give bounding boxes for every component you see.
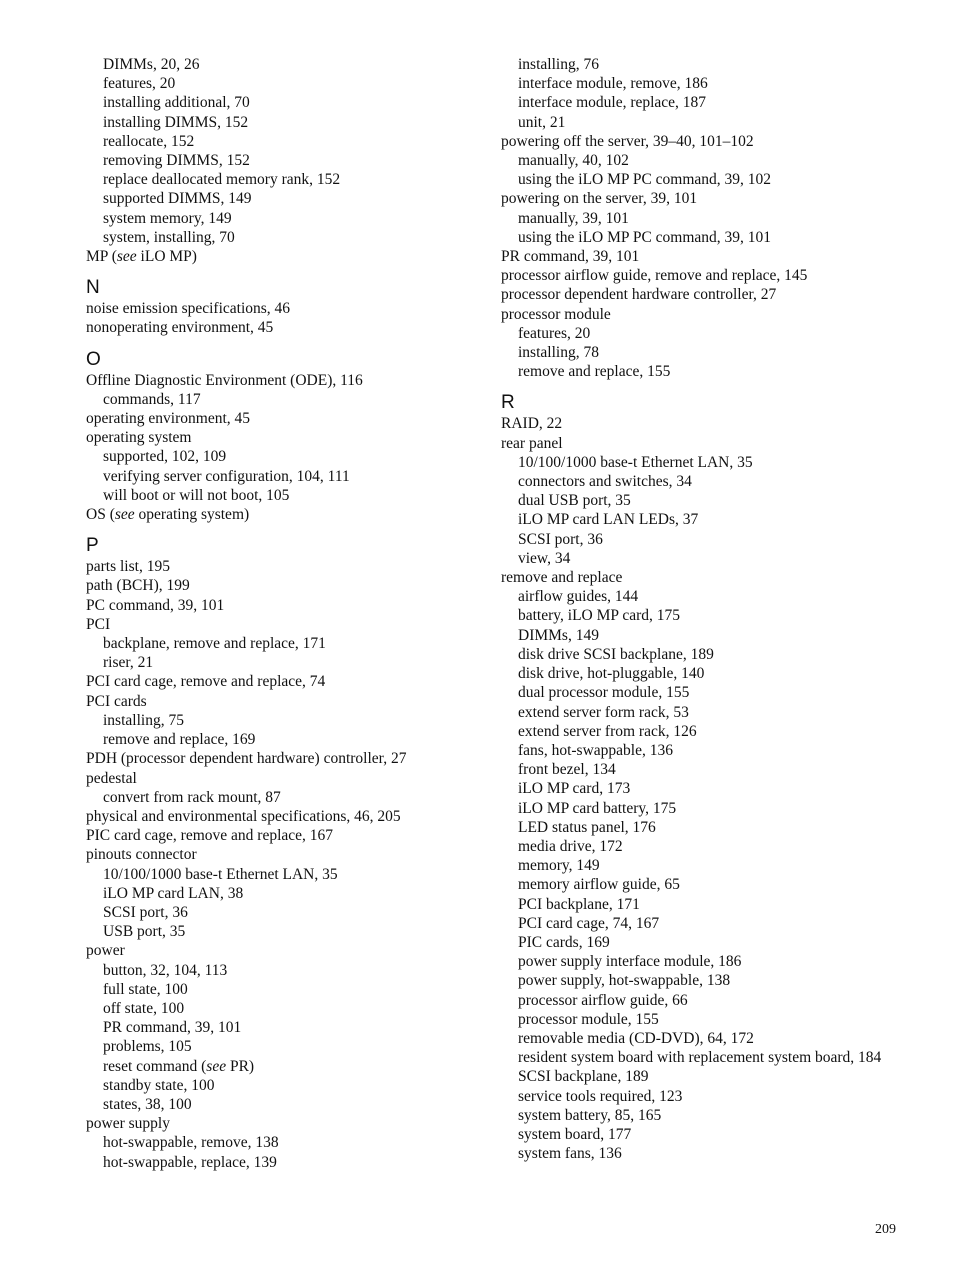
index-entry-raid-22: RAID, 22 [501, 415, 563, 433]
index-entry-noise-emission-specifications-46: noise emission specifications, 46 [86, 300, 291, 318]
index-column-right [501, 55, 911, 1163]
entry-text-post: operating system) [134, 506, 250, 524]
index-subentry-manually-39-101: manually, 39, 101 [518, 209, 629, 227]
index-subentry-hot-swappable-remove-138: hot-swappable, remove, 138 [103, 1134, 279, 1152]
index-subentry-processor-module-155: processor module, 155 [518, 1010, 659, 1028]
entry-text-pre: MP ( [86, 248, 117, 266]
index-subentry-installing-78: installing, 78 [518, 344, 599, 362]
index-subentry-system-fans-136: system fans, 136 [518, 1145, 622, 1163]
entry-text-post: iLO MP) [136, 248, 197, 266]
see-reference: see [116, 248, 137, 266]
see-reference: see [114, 506, 135, 524]
index-subentry-backplane-remove-and-replace-171: backplane, remove and replace, 171 [103, 635, 326, 653]
index-subentry-states-38-100: states, 38, 100 [103, 1095, 192, 1113]
index-subentry-remove-and-replace-155: remove and replace, 155 [518, 363, 671, 381]
index-entry-operating-system: operating system [86, 429, 192, 447]
index-subentry-pic-cards-169: PIC cards, 169 [518, 933, 610, 951]
index-subentry-reset-command-pr [86, 1057, 486, 1076]
index-subentry-dual-processor-module-155: dual processor module, 155 [518, 684, 690, 702]
index-entry-processor-dependent-hardware-controller-: processor dependent hardware controller, 27 [501, 286, 777, 304]
index-subentry-usb-port-35: USB port, 35 [103, 923, 186, 941]
index-subentry-removing-dimms-152: removing DIMMS, 152 [103, 152, 250, 170]
index-subentry-riser-21: riser, 21 [103, 654, 154, 672]
entry-text-pre: reset command ( [103, 1057, 207, 1075]
index-subentry-10-100-1000-base-t-ethernet-lan-35: 10/100/1000 base-t Ethernet LAN, 35 [103, 865, 338, 883]
index-subentry-extend-server-from-rack-126: extend server from rack, 126 [518, 722, 697, 740]
index-subentry-system-board-177: system board, 177 [518, 1125, 632, 1143]
index-subentry-features-20: features, 20 [518, 324, 591, 342]
index-subentry-scsi-port-36: SCSI port, 36 [103, 903, 188, 921]
index-subentry-view-34: view, 34 [518, 549, 571, 567]
index-subentry-system-installing-70: system, installing, 70 [103, 228, 235, 246]
index-entry-operating-environment-45: operating environment, 45 [86, 410, 250, 428]
index-entry-powering-off-the-server-39-40-101-102: powering off the server, 39–40, 101–102 [501, 132, 754, 150]
index-entry-os-operating-system [86, 505, 486, 524]
index-subentry-10-100-1000-base-t-ethernet-lan-35: 10/100/1000 base-t Ethernet LAN, 35 [518, 453, 753, 471]
index-letter-heading-o: O [86, 348, 101, 370]
index-subentry-dimms-20-26: DIMMs, 20, 26 [103, 56, 200, 73]
index-subentry-ilo-mp-card-battery-175: iLO MP card battery, 175 [518, 799, 677, 817]
index-subentry-front-bezel-134: front bezel, 134 [518, 761, 616, 779]
index-entry-physical-and-environmental-specification: physical and environmental specifications, 46, 205 [86, 807, 401, 825]
index-entry-pci-cards: PCI cards [86, 692, 147, 710]
index-subentry-reallocate-152: reallocate, 152 [103, 132, 195, 150]
index-subentry-convert-from-rack-mount-87: convert from rack mount, 87 [103, 788, 281, 806]
index-subentry-led-status-panel-176: LED status panel, 176 [518, 818, 656, 836]
index-subentry-power-supply-hot-swappable-138: power supply, hot-swappable, 138 [518, 972, 731, 990]
index-subentry-battery-ilo-mp-card-175: battery, iLO MP card, 175 [518, 607, 680, 625]
index-subentry-resident-system-board-with-replacement-s: resident system board with replacement system board, 184 [518, 1049, 882, 1067]
index-column-left [86, 55, 486, 1172]
index-subentry-ilo-mp-card-lan-38: iLO MP card LAN, 38 [103, 884, 244, 902]
page-number: 209 [875, 1222, 896, 1237]
index-entry-power: power [86, 942, 125, 960]
index-entry-remove-and-replace: remove and replace [501, 569, 623, 587]
index-subentry-commands-117: commands, 117 [103, 390, 201, 408]
index-entry-nonoperating-environment-45: nonoperating environment, 45 [86, 319, 274, 337]
entry-text-post: PR) [226, 1057, 255, 1075]
index-subentry-interface-module-replace-187: interface module, replace, 187 [518, 94, 707, 112]
index-subentry-using-the-ilo-mp-pc-command-39-101: using the iLO MP PC command, 39, 101 [518, 228, 772, 246]
index-subentry-installing-75: installing, 75 [103, 711, 184, 729]
index-entry-pdh-processor-dependent-hardware-control: PDH (processor dependent hardware) controller, 27 [86, 750, 407, 768]
index-subentry-disk-drive-hot-pluggable-140: disk drive, hot-pluggable, 140 [518, 665, 705, 683]
index-subentry-installing-76: installing, 76 [518, 56, 599, 73]
index-subentry-ilo-mp-card-173: iLO MP card, 173 [518, 780, 631, 798]
index-subentry-unit-21: unit, 21 [518, 113, 566, 131]
index-subentry-standby-state-100: standby state, 100 [103, 1076, 215, 1094]
index-subentry-installing-additional-70: installing additional, 70 [103, 94, 250, 112]
index-subentry-remove-and-replace-169: remove and replace, 169 [103, 731, 256, 749]
index-entry-powering-on-the-server-39-101: powering on the server, 39, 101 [501, 190, 698, 208]
index-entry-pci-card-cage-remove-and-replace-74: PCI card cage, remove and replace, 74 [86, 673, 326, 691]
index-subentry-pr-command-39-101: PR command, 39, 101 [103, 1019, 242, 1037]
index-letter-heading-p: P [86, 535, 99, 557]
index-subentry-memory-airflow-guide-65: memory airflow guide, 65 [518, 876, 680, 894]
index-subentry-off-state-100: off state, 100 [103, 999, 185, 1017]
index-subentry-dimms-149: DIMMs, 149 [518, 626, 599, 644]
index-subentry-system-memory-149: system memory, 149 [103, 209, 232, 227]
index-subentry-problems-105: problems, 105 [103, 1038, 192, 1056]
index-entry-pedestal: pedestal [86, 769, 137, 787]
see-reference: see [206, 1057, 227, 1075]
index-subentry-full-state-100: full state, 100 [103, 980, 188, 998]
index-letter-heading-n: N [86, 277, 100, 299]
index-subentry-extend-server-form-rack-53: extend server form rack, 53 [518, 703, 689, 721]
index-entry-pinouts-connector: pinouts connector [86, 846, 197, 864]
index-subentry-hot-swappable-replace-139: hot-swappable, replace, 139 [103, 1153, 277, 1171]
index-subentry-power-supply-interface-module-186: power supply interface module, 186 [518, 953, 742, 971]
index-subentry-airflow-guides-144: airflow guides, 144 [518, 588, 639, 606]
index-entry-pc-command-39-101: PC command, 39, 101 [86, 596, 225, 614]
index-subentry-system-battery-85-165: system battery, 85, 165 [518, 1106, 662, 1124]
index-subentry-service-tools-required-123: service tools required, 123 [518, 1087, 683, 1105]
index-entry-rear-panel: rear panel [501, 434, 563, 452]
index-subentry-installing-dimms-152: installing DIMMS, 152 [103, 113, 249, 131]
index-subentry-removable-media-cd-dvd-64-172: removable media (CD-DVD), 64, 172 [518, 1029, 754, 1047]
index-subentry-will-boot-or-will-not-boot-105: will boot or will not boot, 105 [103, 486, 290, 504]
index-subentry-memory-149: memory, 149 [518, 857, 600, 875]
index-entry-processor-module: processor module [501, 305, 611, 323]
index-subentry-processor-airflow-guide-66: processor airflow guide, 66 [518, 991, 688, 1009]
index-entry-offline-diagnostic-environment-ode-116: Offline Diagnostic Environment (ODE), 116 [86, 371, 363, 389]
index-subentry-replace-deallocated-memory-rank-152: replace deallocated memory rank, 152 [103, 171, 341, 189]
index-subentry-pci-card-cage-74-167: PCI card cage, 74, 167 [518, 914, 660, 932]
index-subentry-ilo-mp-card-lan-leds-37: iLO MP card LAN LEDs, 37 [518, 511, 699, 529]
index-subentry-pci-backplane-171: PCI backplane, 171 [518, 895, 640, 913]
index-subentry-interface-module-remove-186: interface module, remove, 186 [518, 75, 708, 93]
index-entry-path-bch-199: path (BCH), 199 [86, 577, 190, 595]
index-subentry-manually-40-102: manually, 40, 102 [518, 152, 629, 170]
index-subentry-using-the-ilo-mp-pc-command-39-102: using the iLO MP PC command, 39, 102 [518, 171, 772, 189]
entry-text-pre: OS ( [86, 506, 115, 524]
index-subentry-supported-dimms-149: supported DIMMS, 149 [103, 190, 252, 208]
index-subentry-supported-102-109: supported, 102, 109 [103, 448, 227, 466]
index-entry-pci: PCI [86, 615, 111, 633]
index-entry-parts-list-195: parts list, 195 [86, 558, 170, 576]
index-subentry-media-drive-172: media drive, 172 [518, 837, 623, 855]
index-entry-mp-ilo-mp [86, 247, 486, 266]
index-entry-pic-card-cage-remove-and-replace-167: PIC card cage, remove and replace, 167 [86, 827, 334, 845]
index-entry-pr-command-39-101: PR command, 39, 101 [501, 248, 640, 266]
index-entry-processor-airflow-guide-remove-and-repla: processor airflow guide, remove and replace, 145 [501, 267, 808, 285]
index-subentry-fans-hot-swappable-136: fans, hot-swappable, 136 [518, 741, 673, 759]
index-subentry-button-32-104-113: button, 32, 104, 113 [103, 961, 228, 979]
index-subentry-verifying-server-configuration-104-111: verifying server configuration, 104, 111 [103, 467, 350, 485]
index-subentry-disk-drive-scsi-backplane-189: disk drive SCSI backplane, 189 [518, 645, 714, 663]
index-letter-heading-r: R [501, 392, 515, 414]
index-subentry-scsi-port-36: SCSI port, 36 [518, 530, 603, 548]
index-subentry-features-20: features, 20 [103, 75, 176, 93]
index-entry-power-supply: power supply [86, 1115, 170, 1133]
index-subentry-dual-usb-port-35: dual USB port, 35 [518, 492, 631, 510]
index-subentry-scsi-backplane-189: SCSI backplane, 189 [518, 1068, 649, 1086]
index-subentry-connectors-and-switches-34: connectors and switches, 34 [518, 473, 692, 491]
